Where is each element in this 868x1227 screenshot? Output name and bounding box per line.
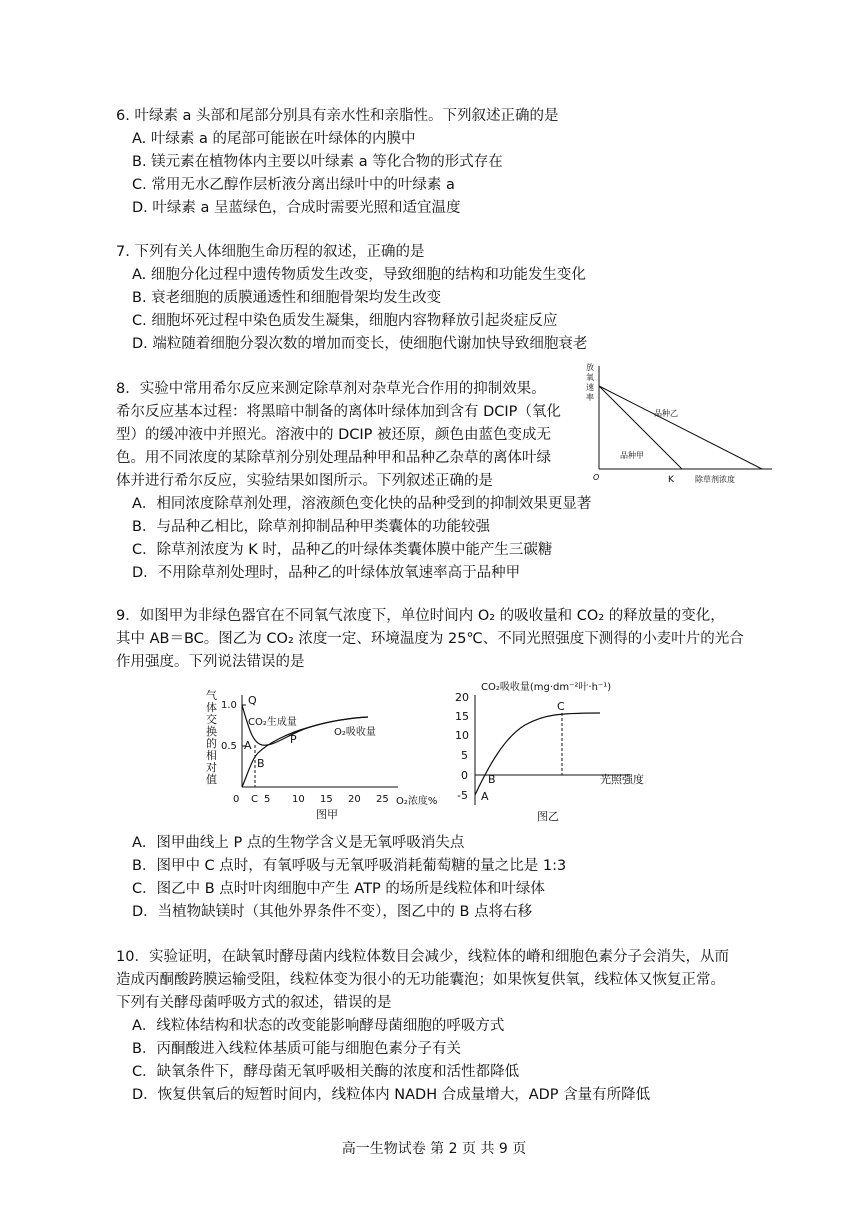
option-a: A. 叶绿素 a 的尾部可能嵌在叶绿体的内膜中	[132, 131, 416, 147]
x-tick-label: 15	[320, 794, 333, 805]
ylabel-char: 相	[206, 749, 217, 762]
point-c-label: C	[557, 700, 565, 713]
stem-line: 体并进行希尔反应，实验结果如图所示。下列叙述正确的是	[116, 473, 493, 489]
ylabel-char: 体	[206, 701, 217, 714]
option-c: C．缺氧条件下，酵母菌无氧呼吸相关酶的浓度和活性都降低	[132, 1064, 520, 1080]
k-label: K	[668, 475, 674, 485]
ylabel-char: 交	[206, 713, 217, 726]
x-axis-label: O₂浓度%	[396, 796, 438, 807]
stem-line: 10．实验证明，在缺氧时酵母菌内线粒体数目会减少，线粒体的嵴和细胞色素分子会消失，从而	[116, 949, 729, 965]
point-q-label: Q	[248, 694, 257, 707]
figure-jia	[200, 685, 438, 823]
stem-line: 作用强度。下列说法错误的是	[116, 654, 305, 670]
figure-q8-hill-reaction	[582, 356, 782, 491]
option-c: C. 细胞坏死过程中染色质发生凝集，细胞内容物释放引起炎症反应	[132, 313, 558, 329]
option-c: C．除草剂浓度为 K 时，品种乙的叶绿体类囊体膜中能产生三碳糖	[132, 542, 553, 558]
ylabel-char: 速	[586, 383, 594, 392]
question-6	[116, 105, 766, 220]
y-axis-label: CO₂吸收量(mg·dm⁻²叶·h⁻¹)	[481, 682, 612, 693]
y-tick-label: 0.5	[221, 741, 237, 752]
option-d: D. 叶绿素 a 呈蓝绿色，合成时需要光照和适宜温度	[132, 200, 461, 216]
figure-yi	[445, 675, 675, 825]
y-tick-label: 15	[455, 710, 469, 723]
question-stem: 6. 叶绿素 a 头部和尾部分别具有亲水性和亲脂性。下列叙述正确的是	[116, 108, 559, 124]
stem-line: 其中 AB＝BC。图乙为 CO₂ 浓度一定、环境温度为 25℃、不同光照强度下测得的小麦叶片的光合	[116, 631, 744, 647]
ylabel-char: 放	[586, 363, 594, 372]
ylabel-char: 的	[206, 737, 217, 750]
figure-caption: 图乙	[537, 810, 559, 823]
option-c: C．图乙中 B 点时叶肉细胞中产生 ATP 的场所是线粒体和叶绿体	[132, 881, 545, 897]
question-9-stem	[116, 605, 796, 674]
option-c: C. 常用无水乙醇作层析液分离出绿叶中的叶绿素 a	[132, 177, 455, 193]
y-axis-label	[206, 688, 217, 786]
point-a-label: A	[481, 790, 489, 803]
option-a: A. 细胞分化过程中遗传物质发生改变，导致细胞的结构和功能发生变化	[132, 267, 586, 283]
origin-label: O	[593, 473, 600, 482]
ylabel-char: 气	[206, 689, 217, 702]
option-a: A．图甲曲线上 P 点的生物学含义是无氧呼吸消失点	[132, 835, 465, 851]
ylabel-char: 率	[586, 393, 594, 402]
series-label-jia: 品种甲	[620, 451, 644, 460]
option-b: B．丙酮酸进入线粒体基质可能与细胞色素分子有关	[132, 1041, 461, 1057]
option-d: D．当植物缺镁时（其他外界条件不变），图乙中的 B 点将右移	[132, 904, 533, 920]
point-b-label: B	[488, 773, 496, 786]
stem-line: 色。用不同浓度的某除草剂分别处理品种甲和品种乙杂草的离体叶绿	[116, 450, 551, 466]
point-a-label: A	[244, 739, 252, 752]
ylabel-char: 对	[206, 761, 217, 774]
question-9-options	[116, 832, 766, 924]
option-b: B．与品种乙相比，除草剂抑制品种甲类囊体的功能较强	[132, 519, 490, 535]
ylabel-char: 氧	[586, 373, 594, 382]
x-tick-label: 10	[292, 794, 305, 805]
o2-curve-label: O₂吸收量	[334, 727, 376, 738]
figure-caption: 图甲	[316, 808, 338, 821]
question-8-stem	[116, 378, 572, 493]
y-tick-label: 20	[455, 691, 469, 704]
y-tick-label: 1.0	[221, 700, 237, 711]
option-b: B．图甲中 C 点时，有氧呼吸与无氧呼吸消耗葡萄糖的量之比是 1:3	[132, 858, 567, 874]
option-a: A．线粒体结构和状态的改变能影响酵母菌细胞的呼吸方式	[132, 1018, 505, 1034]
option-d: D. 端粒随着细胞分裂次数的增加而变长，使细胞代谢加快导致细胞衰老	[132, 336, 588, 352]
option-d: D．恢复供氧后的短暂时间内，线粒体内 NADH 合成量增大，ADP 含量有所降低	[132, 1087, 651, 1103]
question-stem: 7. 下列有关人体细胞生命历程的叙述，正确的是	[116, 244, 425, 260]
y-tick-label: 5	[461, 749, 468, 762]
y-tick-label: 0	[233, 794, 240, 805]
y-tick-label: 10	[455, 729, 469, 742]
y-tick-label: -5	[457, 789, 468, 802]
co2-curve-label: CO₂生成量	[248, 717, 297, 728]
stem-line: 下列有关酵母菌呼吸方式的叙述，错误的是	[116, 995, 392, 1011]
stem-line: 希尔反应基本过程：将黑暗中制备的离体叶绿体加到含有 DCIP（氧化	[116, 404, 561, 420]
option-a: A．相同浓度除草剂处理，溶液颜色变化快的品种受到的抑制效果更显著	[132, 496, 592, 512]
page-footer: 高一生物试卷 第 2 页 共 9 页	[341, 1141, 527, 1157]
x-tick-label: 5	[264, 794, 271, 805]
ylabel-char: 值	[206, 773, 217, 786]
x-tick-label: 25	[376, 794, 389, 805]
stem-line: 型）的缓冲液中并照光。溶液中的 DCIP 被还原，颜色由蓝色变成无	[116, 427, 552, 443]
series-label-yi: 品种乙	[654, 409, 678, 418]
stem-line: 8．实验中常用希尔反应来测定除草剂对杂草光合作用的抑制效果。	[116, 381, 546, 397]
x-tick-label: 20	[348, 794, 361, 805]
stem-line: 9．如图甲为非绿色器官在不同氧气浓度下，单位时间内 O₂ 的吸收量和 CO₂ 的释放量的变化，	[116, 608, 725, 624]
point-b-label: B	[257, 757, 265, 770]
question-10	[116, 946, 796, 1107]
question-8-options	[116, 493, 766, 585]
y-tick-label: 0	[461, 769, 468, 782]
x-tick-label: C	[251, 794, 258, 805]
stem-line: 造成丙酮酸跨膜运输受阻，线粒体变为很小的无功能囊泡；如果恢复供氧，线粒体又恢复正常。	[116, 972, 725, 988]
question-7	[116, 241, 766, 356]
y-axis-label	[586, 362, 594, 402]
option-b: B. 镁元素在植物体内主要以叶绿素 a 等化合物的形式存在	[132, 154, 503, 170]
ylabel-char: 换	[206, 725, 217, 738]
point-p-label: P	[290, 733, 297, 746]
option-b: B. 衰老细胞的质膜通透性和细胞骨架均发生改变	[132, 290, 442, 306]
x-axis-label: 除草剂浓度	[695, 475, 735, 484]
option-d: D．不用除草剂处理时，品种乙的叶绿体放氧速率高于品种甲	[132, 565, 521, 581]
x-axis-label: 光照强度	[600, 773, 644, 786]
